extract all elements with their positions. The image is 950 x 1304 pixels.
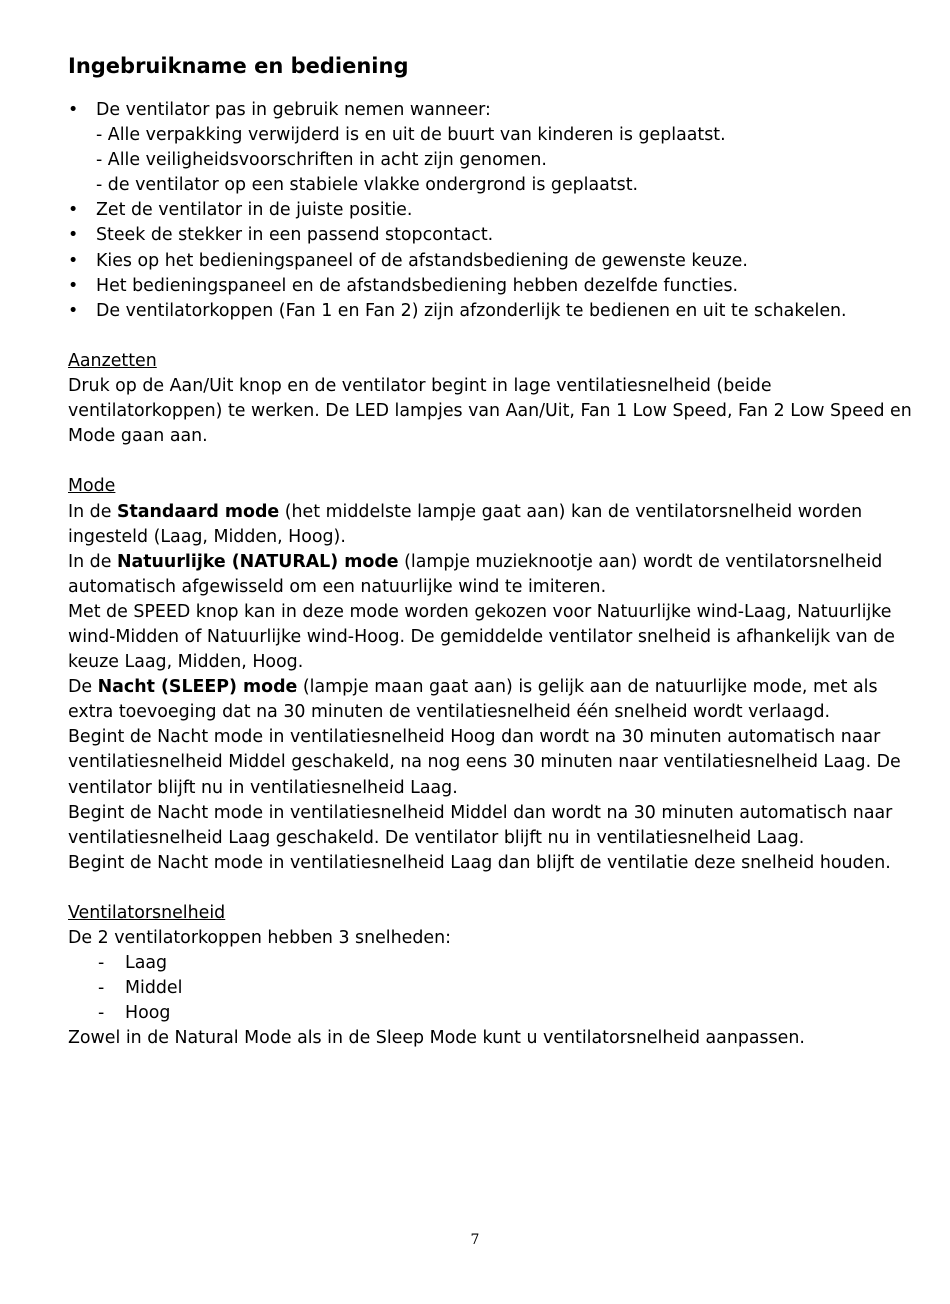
page-number: 7 [470,1232,480,1248]
mode-paragraph: Begint de Nacht mode in ventilatiesnelheid Hoog dan wordt na 30 minuten automatisch naar ventilatiesnelheid Middel geschakeld, na nog eens 30 minuten naar ventilatiesnelheid Laag. De ventilator blijft nu in ventilatiesnelheid Laag. [68,727,901,798]
spacer [68,324,928,349]
mode-paragraph [68,675,928,725]
mode-paragraph [68,550,928,600]
list-item: • Zet de ventilator in de juiste positie. [68,198,928,223]
list-item: - Middel [68,976,928,1001]
text-run: In de [68,501,117,522]
section-heading-ventilatorsnelheid: Ventilatorsnelheid [68,903,226,923]
list-item: • Steek de stekker in een passend stopcontact. [68,223,928,248]
page-body [68,98,928,1052]
list-item: • Kies op het bedieningspaneel of de afstandsbediening de gewenste keuze. [68,249,928,274]
spacer [68,876,928,901]
sub-item: - Alle veiligheidsvoorschriften in acht zijn genomen. [96,150,547,171]
page-title: Ingebruikname en bediening [68,54,409,78]
text-run: De [68,677,98,698]
mode-paragraph: Met de SPEED knop kan in deze mode worden gekozen voor Natuurlijke wind-Laag, Natuurlijke wind-Midden of Natuurlijke wind-Hoog. De gemiddelde ventilator snelheid is afhankelijk van de keuze Laag, Midden, Hoog. [68,601,895,673]
mode-paragraph [68,500,928,550]
list-item [68,98,928,198]
intro-bullet-list [68,98,928,324]
bold-term: Standaard mode [116,501,280,522]
sub-item: - de ventilator op een stabiele vlakke ondergrond is geplaatst. [96,175,639,196]
spacer [68,449,928,474]
mode-paragraph: Begint de Nacht mode in ventilatiesnelheid Laag dan blijft de ventilatie deze snelheid houden. [68,852,891,873]
text-run: In de [68,551,117,572]
text-run: (lampje muzieknootje aan) wordt de ventilatorsnelheid automatisch afgewisseld om een natuurlijke wind te imiteren. [68,551,883,597]
snelheid-intro: De 2 ventilatorkoppen hebben 3 snelheden: [68,928,451,949]
bullet-text: • De ventilator pas in gebruik nemen wanneer: [96,100,491,120]
aanzetten-text: Druk op de Aan/Uit knop en de ventilator begint in lage ventilatiesnelheid (beide ventilatorkoppen) te werken. De LED lampjes van Aan/Uit, Fan 1 Low Speed, Fan 2 Low Speed en Mode gaan aan. [68,376,912,447]
list-item: - Hoog [68,1001,928,1026]
snelheid-outro: Zowel in de Natural Mode als in de Sleep Mode kunt u ventilatorsnelheid aanpassen. [68,1028,805,1049]
bold-term: Nacht (SLEEP) mode [97,677,298,698]
section-heading-mode: Mode [68,476,116,497]
speed-list [68,951,928,1026]
text-run: (lampje maan gaat aan) is gelijk aan de natuurlijke mode, met als extra toevoeging dat na 30 minuten de ventilatiesnelheid één snelheid wordt verlaagd. [68,677,878,723]
text-run: (het middelste lampje gaat aan) kan de ventilatorsnelheid worden ingesteld (Laag, Midden, Hoog). [68,501,863,547]
section-heading-aanzetten: Aanzetten [68,350,157,371]
bold-term: Natuurlijke (NATURAL) mode [116,551,399,572]
sub-item: - Alle verpakking verwijderd is en uit de buurt van kinderen is geplaatst. [96,125,726,146]
list-item: • De ventilatorkoppen (Fan 1 en Fan 2) zijn afzonderlijk te bedienen en uit te schakelen. [68,299,928,324]
mode-paragraph: Begint de Nacht mode in ventilatiesnelheid Middel dan wordt na 30 minuten automatisch naar ventilatiesnelheid Laag geschakeld. De ventilator blijft nu in ventilatiesnelheid Laag. [68,802,893,848]
list-item: - Laag [68,951,928,976]
list-item: • Het bedieningspaneel en de afstandsbediening hebben dezelfde functies. [68,274,928,299]
